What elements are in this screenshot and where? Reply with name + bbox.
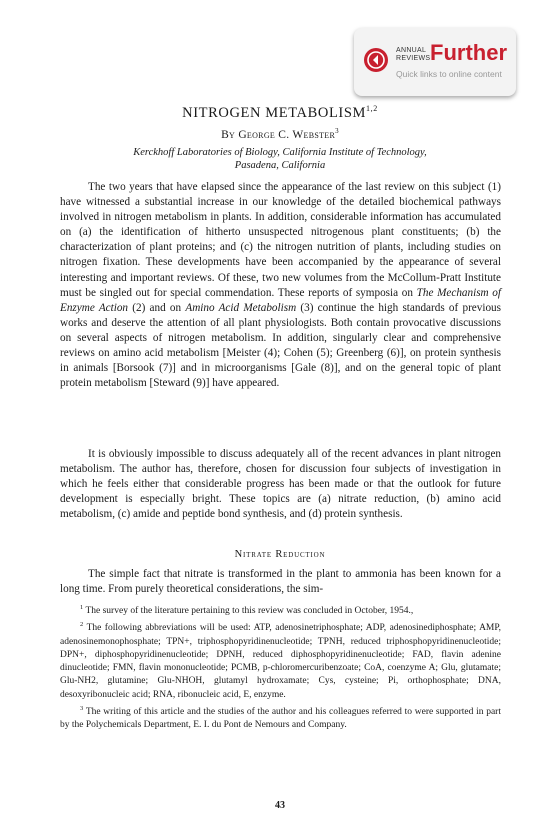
author-line: By George C. Webster$^3$ bbox=[221, 127, 339, 141]
quick-links-label: Quick links to online content bbox=[396, 69, 502, 79]
book-title-enzyme-action: The Mechanism of Enzyme Action bbox=[60, 286, 502, 314]
paragraph-scope: It is obviously impossible to discuss adequately all of the recent advances in plant nitrogen metabolism. The author has, therefore, chosen for discussion four subjects of investigation in which he feels either that considerable progress has been made or that the outlook for future development is especially bright. These topics are (a) nitrate reduction, (b) amino acid metabolism, (c) amide and peptide bond synthesis, and (d) protein synthesis. bbox=[60, 448, 501, 521]
paragraph-intro: The two years that have elapsed since the appearance of the last review on this subject (1) have witnessed a substantial increase in our knowledge of the detailed biochemical pathways involved in nitrogen metabolism in plants. In addition, considerable information has accumulated on (a) the identification of hitherto unsuspected nitrogenous plant constituents; (b) the characterization of plant proteins; and (c) the nitrogen nutrition of plants, including studies on nitrogen fixation. These developments have been accompanied by the appearance of several interesting and important reviews. Of these, two new volumes from the McCollum-Pratt Institute must be singled out for special commendation. These reports of symposia on The Mechanism of Enzyme Action (2) and on Amino Acid Metabolism (3) continue the high standards of previous works and deserve the attention of all plant physiologists. Both contain provocative discussions on several aspects of nitrogen metabolism. In addition, singularly clear and comprehensive reviews on amino acid metabolism [Meister (4); Cohen (5); Greenberg (6)], on protein synthesis in animals [Borsook (7)] and in microorganisms [Gale (8)], and on the general topic of plant protein metabolism [Steward (9)] have appeared. bbox=[60, 181, 502, 390]
footnote-1: $^1$ The survey of the literature pertaining to this review was concluded in October, 1954., bbox=[80, 604, 414, 617]
annual-reviews-wordmark: ANNUAL REVIEWS bbox=[396, 47, 431, 62]
footnotes bbox=[60, 601, 501, 732]
footnote-3: $^3$ The writing of this article and the studies of the author and his colleagues referred to were supported in part by the Polychemicals Department, E. I. du Pont de Nemours and Company. bbox=[60, 704, 501, 731]
section-heading: Nitrate Reduction bbox=[234, 549, 326, 560]
paragraph-nitrate: The simple fact that nitrate is transformed in the plant to ammonia has been known for a long time. From purely theoretical considerations, the sim- bbox=[60, 568, 501, 596]
author-footnote-ref: 3 bbox=[335, 127, 339, 135]
article-title: NITROGEN METABOLISM$^{1,2}$ bbox=[182, 104, 378, 121]
annual-reviews-logo-icon bbox=[364, 48, 388, 72]
affiliation: Kerckhoff Laboratories of Biology, California Institute of Technology, Pasadena, California bbox=[133, 147, 427, 171]
title-footnote-refs: 1,2 bbox=[366, 104, 378, 113]
book-title-amino-acid: Amino Acid Metabolism bbox=[185, 301, 297, 314]
further-links-badge[interactable] bbox=[354, 28, 516, 96]
page-number: 43 bbox=[275, 800, 285, 811]
further-label: Further bbox=[430, 40, 507, 65]
author-name: George C. Webster bbox=[238, 128, 336, 141]
footnote-2: $^2$ The following abbreviations will be used: ATP, adenosinetriphosphate; ADP, adenosinediphosphate; AMP, adenosinemonophosphate; TPN+, triphosphopyridinenucleotide; TPNH, reduced triphosphopyridinenucleotide; DPN+, diphosphopyridinenucleotide; DPNH, reduced diphosphopyridinenucleotide; FAD, flavin adenine dinucleotide; FMN, flavin mononucleotide; PCMB, p-chloromercuribenzoate; CoA, coenzyme A; Glu, glutamate; Glu-NH2, glutamine; Glu-NHOH, glutamyl hydroxamate; Cys, cysteine; Pi, orthophosphate; DNA, desoxyribonucleic acid; RNA, ribonucleic acid, E, enzyme. bbox=[60, 621, 501, 700]
